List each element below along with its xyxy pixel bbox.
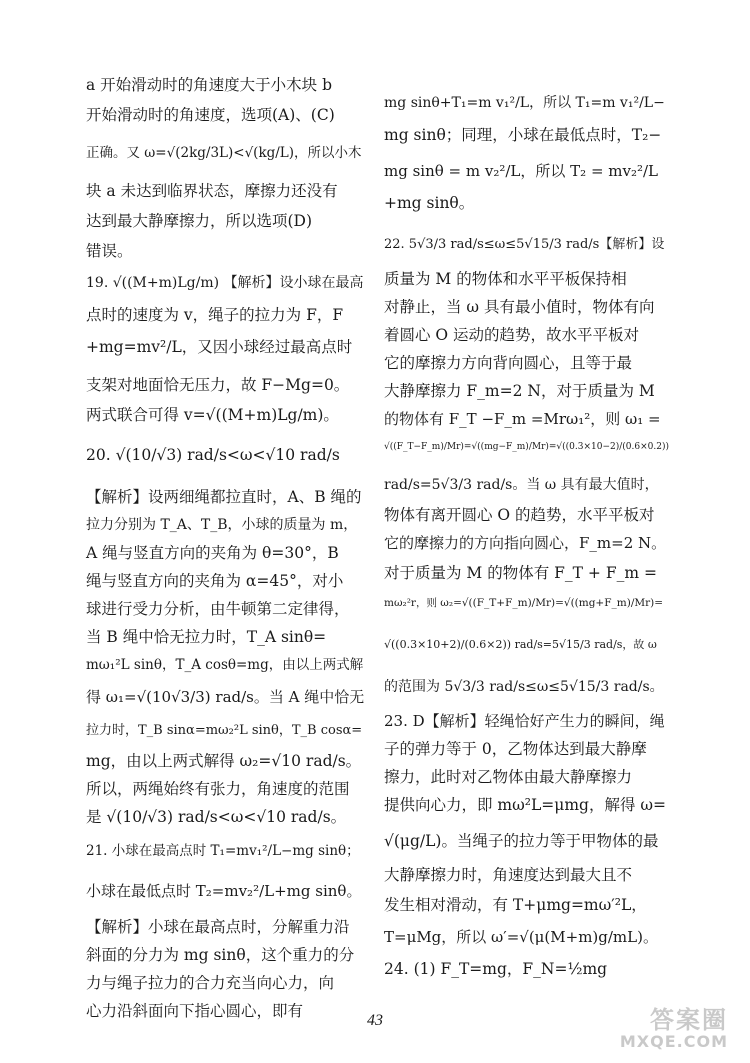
text-line: mg sinθ+T₁=m v₁²/L，所以 T₁=m v₁²/L− <box>384 95 665 111</box>
text-line: 得 ω₁=√(10√3/3) rad/s。当 A 绳中恰无 <box>86 688 365 706</box>
text-line: 20. √(10/√3) rad/s<ω<√10 rad/s <box>86 446 340 464</box>
text-line: 块 a 未达到临界状态，摩擦力还没有 <box>86 182 338 200</box>
text-line: 物体有离开圆心 O 的趋势，水平平板对 <box>384 506 655 524</box>
text-line: 是 √(10/√3) rad/s<ω<√10 rad/s。 <box>86 808 347 826</box>
text-line: 球进行受力分析，由牛顿第二定律得， <box>86 600 350 618</box>
text-line: 19. √((M+m)Lg/m) 【解析】设小球在最高 <box>86 275 364 291</box>
watermark-logo <box>592 1000 732 1056</box>
text-line: 大静摩擦力时，角速度达到最大且不 <box>384 866 633 884</box>
text-line: 22. 5√3/3 rad/s≤ω≤5√15/3 rad/s【解析】设 <box>384 237 665 252</box>
text-line: 【解析】小球在最高点时，分解重力沿 <box>86 918 350 936</box>
text-line: √(μg/L)。当绳子的拉力等于甲物体的最 <box>384 832 659 850</box>
text-line: 拉力时，T_B sinα=mω₂²L sinθ，T_B cosα= <box>86 723 363 738</box>
text-line: 力与绳子拉力的合力充当向心力，向 <box>86 974 335 992</box>
text-line: 24. (1) F_T=mg，F_N=½mg <box>384 960 608 978</box>
text-line: 23. D【解析】轻绳恰好产生力的瞬间，绳 <box>384 712 665 730</box>
text-line: 擦力，此时对乙物体由最大静摩擦力 <box>384 768 633 786</box>
text-line: 点时的速度为 v，绳子的拉力为 F，F <box>86 306 344 324</box>
text-line: 斜面的分力为 mg sinθ，这个重力的分 <box>86 946 355 964</box>
page-number: 43 <box>367 1012 383 1029</box>
text-line: 的范围为 5√3/3 rad/s≤ω≤5√15/3 rad/s。 <box>384 679 664 695</box>
text-line: 提供向心力，即 mω²L=μmg，解得 ω= <box>384 796 667 814</box>
text-line: mg，由以上两式解得 ω₂=√10 rad/s。 <box>86 752 362 770</box>
text-line: 它的摩擦力的方向指向圆心，F_m=2 N。 <box>384 534 667 552</box>
text-line: 21. 小球在最高点时 T₁=mv₁²/L−mg sinθ； <box>86 843 360 859</box>
text-line: 心力沿斜面向下指心圆心，即有 <box>86 1002 304 1020</box>
watermark-bottom-text: MXQE.COM <box>619 1032 728 1051</box>
text-line: mg sinθ = m v₂²/L，所以 T₂ = mv₂²/L <box>384 162 659 180</box>
text-line: +mg=mv²/L，又因小球经过最高点时 <box>86 338 353 356</box>
text-line: 开始滑动时的角速度，选项(A)、(C) <box>86 106 335 124</box>
text-line: +mg sinθ。 <box>384 194 475 212</box>
text-line: 子的弹力等于 0，乙物体达到最大静摩 <box>384 740 647 758</box>
text-line: a 开始滑动时的角速度大于小木块 b <box>86 76 333 94</box>
text-line: 两式联合可得 v=√((M+m)Lg/m)。 <box>86 406 339 424</box>
text-line: 正确。又 ω=√(2kg/3L)<√(kg/L)，所以小木 <box>86 145 362 161</box>
text-line: 发生相对滑动，有 T+μmg=mω′²L， <box>384 896 647 914</box>
text-line: 绳与竖直方向的夹角为 α=45°，对小 <box>86 572 344 590</box>
text-line: 它的摩擦力方向背向圆心，且等于最 <box>384 354 633 372</box>
watermark-top-text: 答案圈 <box>650 1006 728 1034</box>
text-line: mω₁²L sinθ，T_A cosθ=mg，由以上两式解 <box>86 657 364 673</box>
text-line: 达到最大静摩擦力，所以选项(D) <box>86 212 313 230</box>
text-line: √((F_T−F_m)/Mr)=√((mg−F_m)/Mr)=√((0.3×10−2)/(0.6×0.2)) <box>384 442 669 452</box>
text-line: 支架对地面恰无压力，故 F−Mg=0。 <box>86 376 350 394</box>
text-line: 对于质量为 M 的物体有 F_T + F_m = <box>384 564 657 582</box>
text-line: mω₂²r，则 ω₂=√((F_T+F_m)/Mr)=√((mg+F_m)/Mr)= <box>384 597 664 609</box>
text-line: 错误。 <box>86 242 133 260</box>
text-line: 着圆心 O 运动的趋势，故水平平板对 <box>384 326 640 344</box>
text-line: 对静止，当 ω 具有最小值时，物体有向 <box>384 298 655 316</box>
text-line: 的物体有 F_T −F_m =Mrω₁²，则 ω₁ = <box>384 410 661 428</box>
text-line: 当 B 绳中恰无拉力时，T_A sinθ= <box>86 628 327 646</box>
text-line: 【解析】设两细绳都拉直时，A、B 绳的 <box>86 488 362 506</box>
text-line: 小球在最低点时 T₂=mv₂²/L+mg sinθ。 <box>86 882 362 900</box>
text-line: 所以，两绳始终有张力，角速度的范围 <box>86 780 350 798</box>
text-line: T=μMg，所以 ω′=√(μ(M+m)g/mL)。 <box>384 928 658 946</box>
text-line: mg sinθ；同理，小球在最低点时，T₂− <box>384 126 662 144</box>
text-line: rad/s=5√3/3 rad/s。当 ω 具有最大值时， <box>384 477 659 493</box>
text-line: √((0.3×10+2)/(0.6×2)) rad/s=5√15/3 rad/s，故 ω <box>384 638 657 651</box>
text-line: 质量为 M 的物体和水平平板保持相 <box>384 270 627 288</box>
text-line: 大静摩擦力 F_m=2 N，对于质量为 M <box>384 382 655 400</box>
text-line: A 绳与竖直方向的夹角为 θ=30°，B <box>86 544 339 562</box>
text-line: 拉力分别为 T_A、T_B，小球的质量为 m， <box>86 517 358 533</box>
